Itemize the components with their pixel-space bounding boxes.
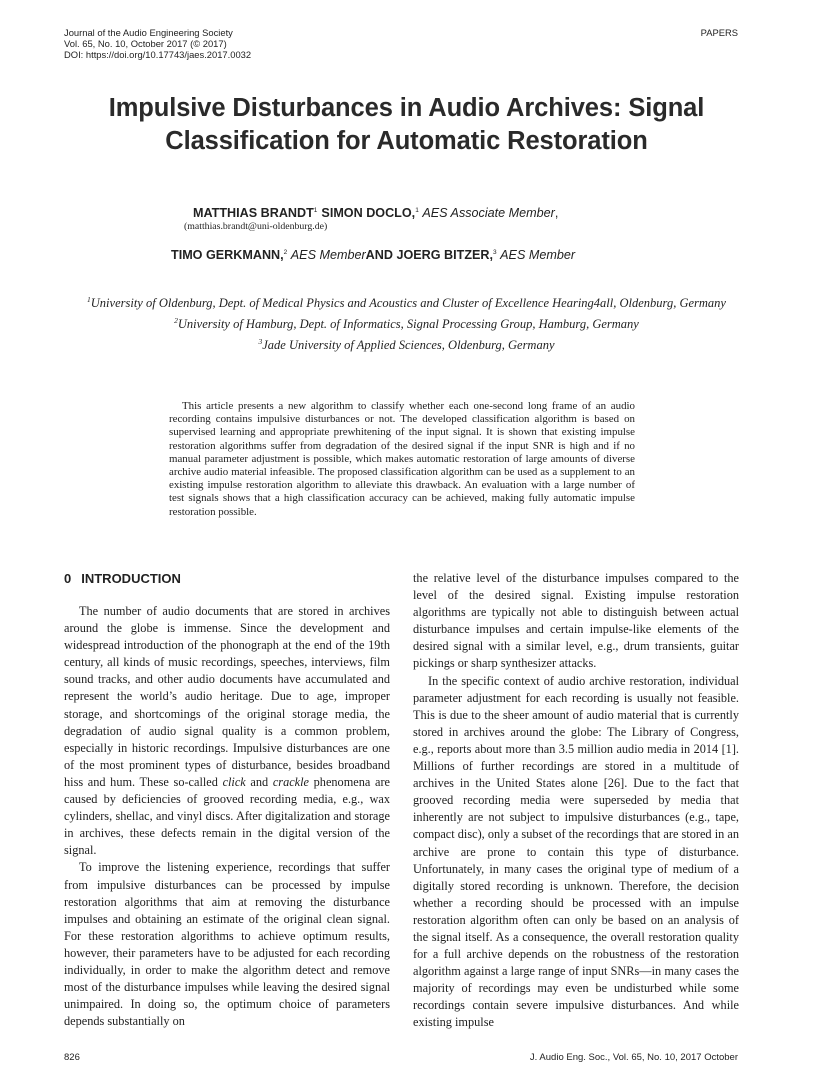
section-heading — [64, 570, 390, 587]
title-line-2: Classification for Automatic Restoration — [165, 127, 648, 155]
author-membership: AES Member — [290, 248, 366, 262]
author-membership: AES Associate Member — [422, 206, 555, 220]
affiliation-marker: 3 — [493, 249, 497, 256]
affiliation-marker: 1 — [415, 207, 419, 214]
affiliation-marker: 2 — [283, 249, 288, 256]
affiliation-number: 3 — [258, 337, 263, 346]
affiliation-2 — [60, 312, 753, 333]
paper-title — [50, 92, 763, 158]
section-label: PAPERS — [700, 27, 738, 38]
paragraph-text: The number of audio documents that are stored in archives around the globe is immense. Since the development and widespread introduction of the phonograph at the end of the 19th century, all kinds of music recordings, speeches, interviews, film sound tracks, and other audio documents have accumulated and represent the world’s audio heritage. Due to age, improper storage, and shortcomings of the original storage media, the degradation of audio signal quality is a common problem, especially in historic recordings. Impulsive disturbances are one of the most prominent types of disturbance, besides broadband hiss and hum. These so-called — [64, 604, 390, 789]
affiliation-1 — [60, 291, 753, 312]
left-column — [64, 570, 390, 1030]
emphasis-term: click — [222, 774, 246, 789]
paragraph-text: and — [245, 774, 273, 789]
running-head — [64, 27, 251, 61]
affiliation-3 — [60, 333, 753, 354]
affiliations — [60, 291, 753, 354]
author-connector: AND — [365, 248, 393, 262]
abstract-text: This article presents a new algorithm to classify whether each one-second long frame of an audio recording contains impulsive disturbances or not. The developed classification algorithm is based on supervised learning and appropriate prewhitening of the input signal. It is shown that existing impulse restoration algorithms suffer from degradation of the desired signal if the input SNR is high and if no manual parameter adjustment is possible, which makes automatic restoration of large amounts of diverse archive audio material infeasible. The proposed classification algorithm can be used as a supplement to an existing impulse restoration algorithm to alleviate this drawback. An evaluation with a large number of test signals shows that a high classification accuracy can be achieved, making fully automatic impulse restoration possible. — [169, 400, 635, 518]
journal-footer: J. Audio Eng. Soc., Vol. 65, No. 10, 2017 October — [529, 1052, 738, 1063]
page-number: 826 — [64, 1052, 80, 1063]
title-line-1: Impulsive Disturbances in Audio Archives: Signal — [108, 94, 705, 122]
right-column — [413, 570, 739, 1032]
paragraph: To improve the listening experience, recordings that suffer from impulsive disturbances can be processed by impulse restoration algorithms that aim at removing the disturbance impulses and obtaining an estimate of the original clean signal. For these restoration algorithms to achieve optimum results, however, their parameters have to be adjusted for each recording individually, in order to make the algorithm detect and remove most of the disturbance impulses while leaving the desired signal unimpaired. In doing so, the optimum choice of parameters depends substantially on — [64, 860, 390, 1029]
paragraph — [64, 603, 390, 859]
emphasis-term: crackle — [272, 774, 310, 789]
author-name: TIMO GERKMANN, — [171, 248, 284, 262]
paragraph-text: phenomena are caused by deficiencies of grooved recording media, e.g., wax cylinders, shellac, and vinyl discs. After digitalization and storage in archives, these defects remain in the digital version of the signal. — [64, 774, 390, 858]
abstract — [169, 400, 635, 519]
journal-issue: Vol. 65, No. 10, October 2017 (© 2017) — [64, 38, 227, 50]
author-name: SIMON DOCLO, — [321, 206, 416, 220]
paragraph: In the specific context of audio archive restoration, individual parameter adjustment for each recording is usually not feasible. This is due to the sheer amount of audio material that is currently stored in archives around the globe: The Library of Congress, e.g., reports about more than 3.5 million audio media in 2014 [1]. Millions of further recordings are stored in a multitude of archives in the United States alone [26]. Due to the fact that grooved recording media were superseded by media that inherently are not subject to impulsive disturbances (e.g., tape, compact disc), only a subset of the recordings that are stored in an archive are prone to contain this type of disturbance. Unfortunately, in many cases the original type of medium of a digitally stored recording is unknown. Therefore, the decision whether a recording should be processed with an impulse restoration algorithm often can only be based on an analysis of the signal itself. As a consequence, the overall restoration quality for a full archive depends on the robustness of the restoration algorithm against a large range of input SNRs—in many cases the majority of recordings may even be undisturbed while some recordings contain severe impulsive disturbances. And while existing impulse — [413, 673, 739, 1030]
affiliation-number: 1 — [87, 295, 91, 304]
journal-name: Journal of the Audio Engineering Society — [64, 27, 233, 38]
author-name: JOERG BITZER, — [396, 248, 494, 262]
author-membership: AES Member — [500, 248, 576, 262]
author-email[interactable]: (matthias.brandt@uni-oldenburg.de) — [184, 221, 328, 232]
section-number: 0 — [64, 571, 72, 586]
paragraph: the relative level of the disturbance impulses compared to the level of the desired signal. Existing impulse restoration algorithms are typically not able to distinguish between actual disturbance impulses and certain impulse-like elements of the desired signal with a similar level, e.g., drum transients, guitar pickings or sharp synthesizer attacks. — [413, 571, 739, 671]
doi-link[interactable]: DOI: https://doi.org/10.17743/jaes.2017.0032 — [64, 49, 252, 61]
affiliation-marker: 1 — [313, 207, 318, 214]
author-line-1: MATTHIAS BRANDT$^1$ SIMON DOCLO,$^1$ AES Associate Member, — [193, 206, 559, 220]
section-title: INTRODUCTION — [81, 571, 181, 586]
affiliation-text: Jade University of Applied Sciences, Oldenburg, Germany — [262, 338, 555, 352]
affiliation-text: University of Hamburg, Dept. of Informatics, Signal Processing Group, Hamburg, Germany — [177, 317, 639, 331]
affiliation-text: University of Oldenburg, Dept. of Medical Physics and Acoustics and Cluster of Excellence Hearing4all, Oldenburg, Germany — [90, 296, 726, 310]
affiliation-number: 2 — [174, 316, 178, 325]
author-line-2 — [171, 245, 575, 263]
author-name: MATTHIAS BRANDT — [193, 206, 314, 220]
